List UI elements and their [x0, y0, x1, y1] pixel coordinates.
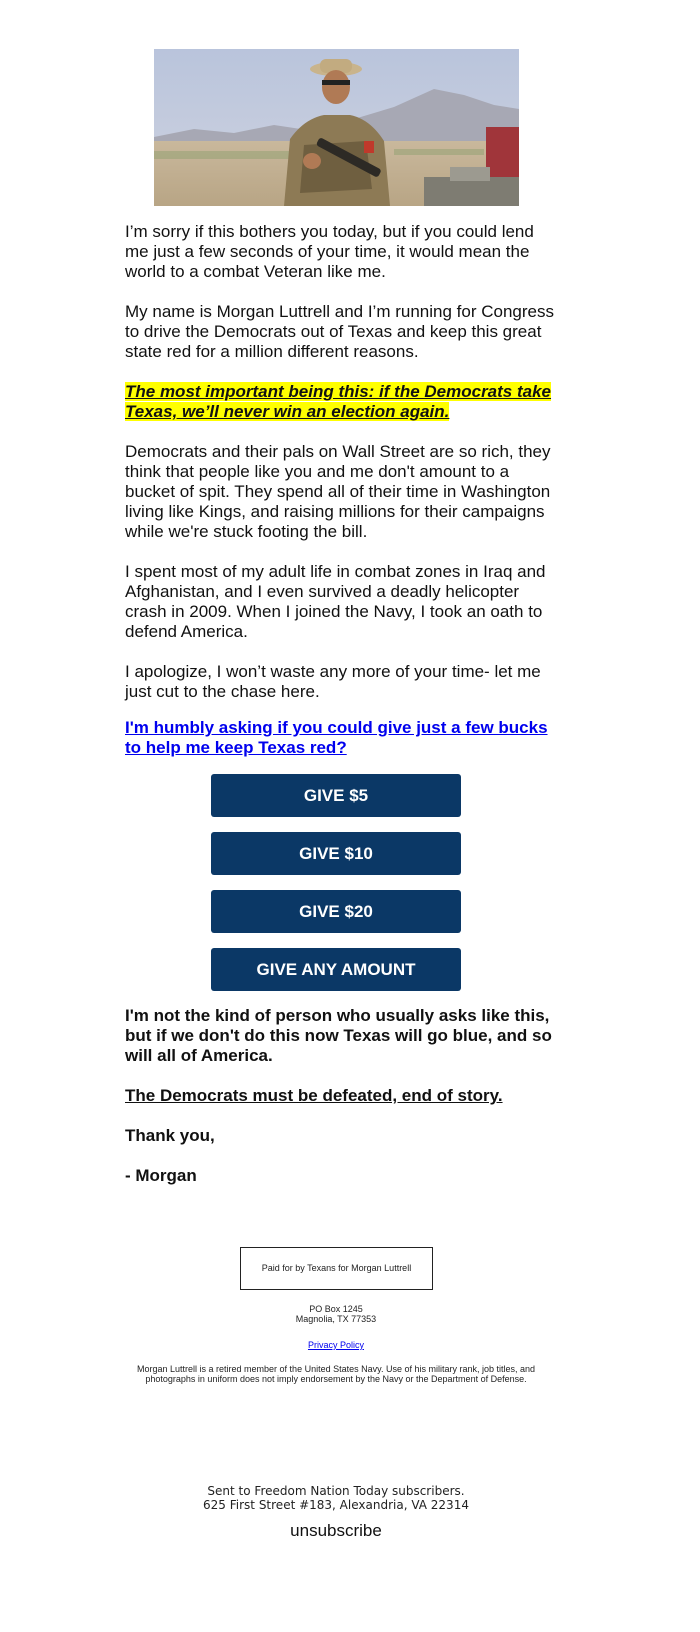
- intro-paragraph: I’m sorry if this bothers you today, but if you could lend me just a few seconds of your time, it would mean the world to a combat Veteran like me.: [125, 222, 534, 281]
- soldier-photo-icon: [154, 49, 519, 206]
- address-line-2: Magnolia, TX 77353: [295, 1314, 377, 1324]
- signature: - Morgan: [125, 1166, 197, 1185]
- message-body: [125, 222, 555, 1206]
- give-10-button[interactable]: GIVE $10: [211, 832, 461, 875]
- give-5-button[interactable]: GIVE $5: [211, 774, 461, 817]
- intro-name-paragraph: My name is Morgan Luttrell and I’m running for Congress to drive the Democrats out of Texas and keep this great state red for a million different reasons.: [125, 302, 554, 361]
- highlight-paragraph: [125, 382, 555, 422]
- give-any-amount-button[interactable]: GIVE ANY AMOUNT: [211, 948, 461, 991]
- paid-for-disclaimer-box: Paid for by Texans for Morgan Luttrell: [240, 1247, 433, 1290]
- address-line-1: PO Box 1245: [309, 1304, 363, 1314]
- thank-you-text: Thank you,: [125, 1126, 215, 1145]
- apology-paragraph: I apologize, I won’t waste any more of your time- let me just cut to the chase here.: [125, 662, 541, 701]
- sender-address-line: 625 First Street #183, Alexandria, VA 22314: [203, 1498, 469, 1512]
- give-20-button[interactable]: GIVE $20: [211, 890, 461, 933]
- campaign-address: [200, 1304, 472, 1324]
- privacy-section: [200, 1339, 472, 1351]
- closing-section: [125, 1006, 555, 1186]
- sent-to-line: Sent to Freedom Nation Today subscribers.: [207, 1484, 465, 1498]
- hero-photo: [154, 49, 519, 206]
- donate-ask-link[interactable]: I'm humbly asking if you could give just a few bucks to help me keep Texas red?: [125, 718, 548, 757]
- military-disclaimer: Morgan Luttrell is a retired member of the United States Navy. Use of his military rank, job titles, and photographs in uniform does not imply endorsement by the Navy or the Department of Defense.: [137, 1364, 535, 1384]
- highlight-text: The most important being this: if the Democrats take Texas, we’ll never win an election again.: [125, 382, 552, 421]
- closing-paragraph: I'm not the kind of person who usually asks like this, but if we don't do this now Texas will go blue, and so will all of America.: [125, 1006, 552, 1065]
- wall-street-paragraph: Democrats and their pals on Wall Street are so rich, they think that people like you and me don't amount to a bucket of spit. They spend all of their time in Washington living like Kings, and raising millions for their campaigns while we're stuck footing the bill.: [125, 442, 551, 541]
- sender-info: [150, 1484, 522, 1512]
- combat-paragraph: I spent most of my adult life in combat zones in Iraq and Afghanistan, and I even survived a deadly helicopter crash in 2009. When I joined the Navy, I took an oath to defend America.: [125, 562, 546, 641]
- unsubscribe-link[interactable]: unsubscribe: [290, 1521, 382, 1540]
- privacy-policy-link[interactable]: Privacy Policy: [307, 1340, 364, 1350]
- closing-statement: The Democrats must be defeated, end of story.: [125, 1086, 503, 1105]
